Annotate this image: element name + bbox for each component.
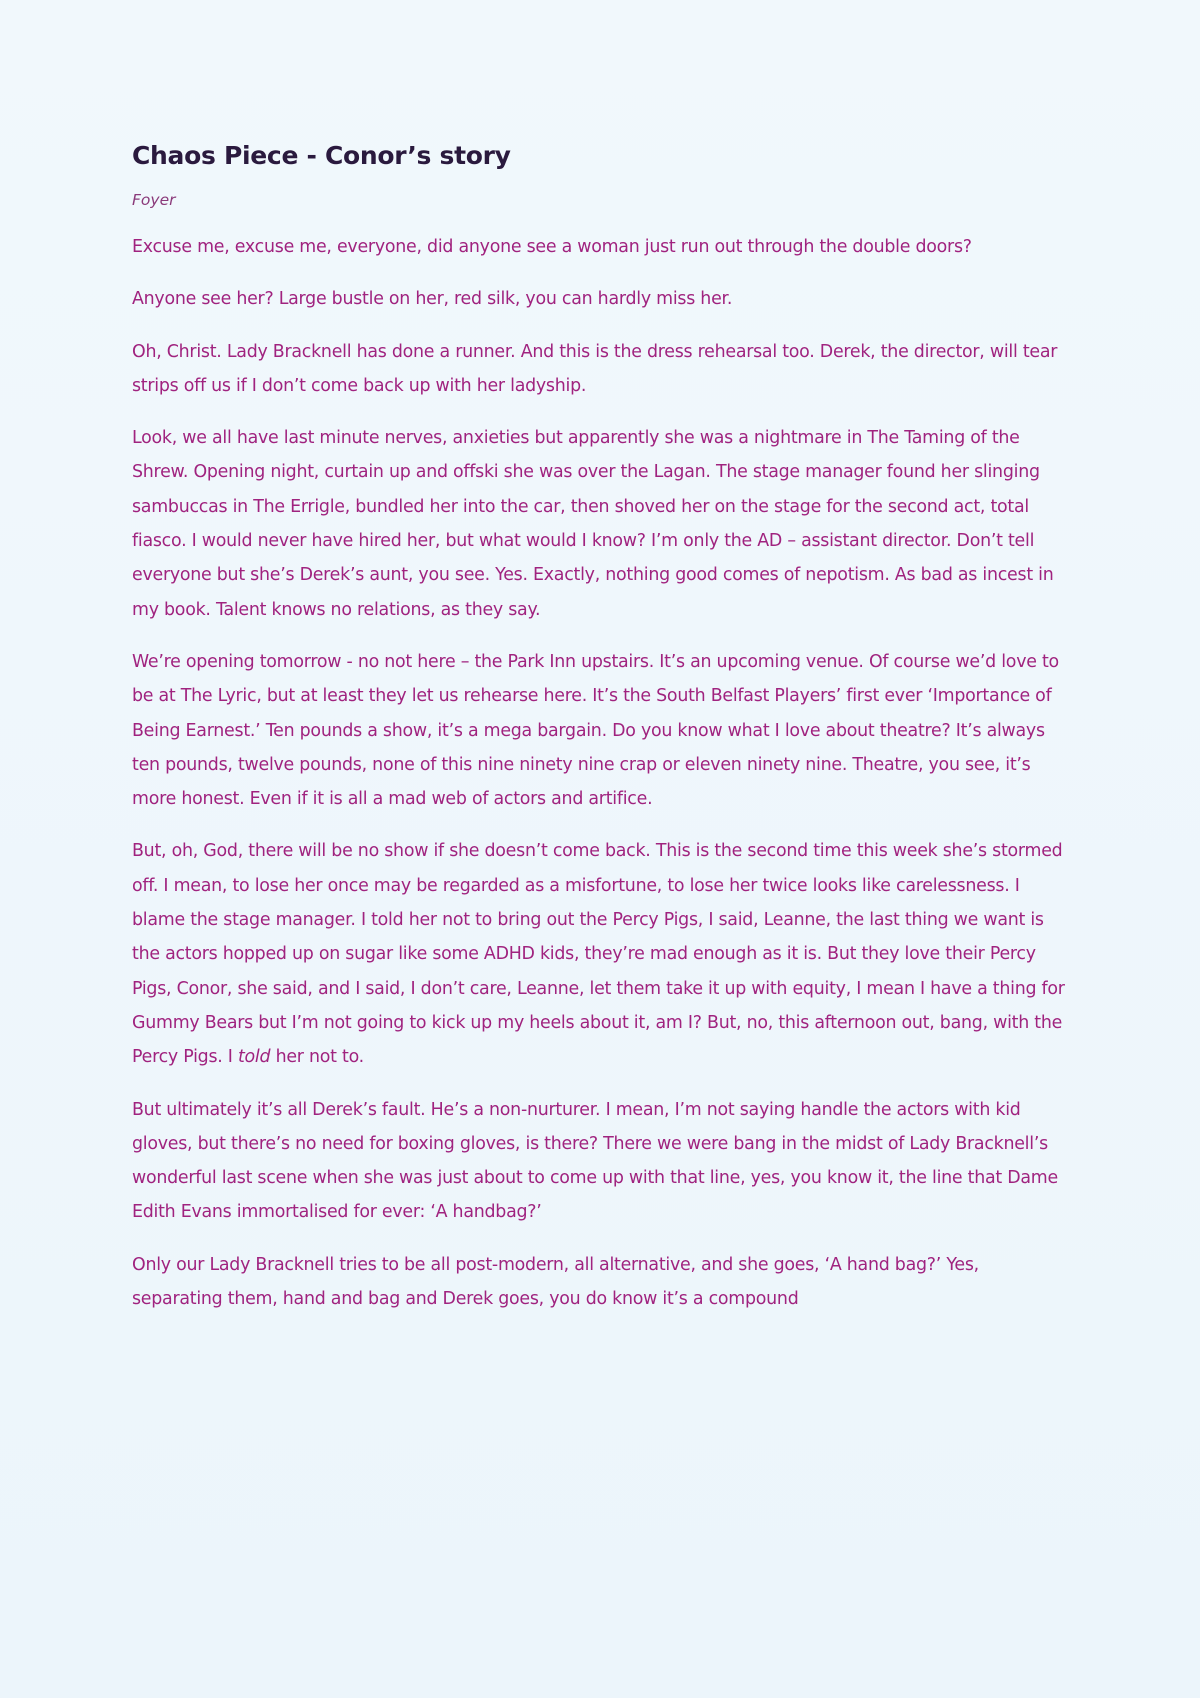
paragraph-5: We’re opening tomorrow - no not here – the Park Inn upstairs. It’s an upcoming venue. Of course we’d love to be at The Lyric, but at least they let us rehearse here. It’s the South Belfast Players’ first ever ‘Importance of Being Earnest.’ Ten pounds a show, it’s a mega bargain. Do you know what I love about theatre? It’s always ten pounds, twelve pounds, none of this nine ninety nine crap or eleven ninety nine. Theatre, you see, it’s more honest. Even if it is all a mad web of actors and artifice. [132,651,1059,810]
paragraph-6 [132,834,1070,1074]
stage-direction: Foyer [132,191,176,209]
paragraph-3: Oh, Christ. Lady Bracknell has done a runner. And this is the dress rehearsal too. Derek, the director, will tear strips off us if I don’t come back up with her ladyship. [132,341,1058,396]
paragraph-8: Only our Lady Bracknell tries to be all post-modern, all alternative, and she goes, ‘A hand bag?’ Yes, separating them, hand and bag and Derek goes, you do know it’s a compound [132,1254,979,1310]
paragraph-6-text: But, oh, God, there will be no show if she doesn’t come back. This is the second time this week she’s stormed off. I mean, to lose her once may be regarded as a misfortune, to lose her twice looks like carelessness. I blame the stage manager. I told her not to bring out the Percy Pigs, I said, Leanne, the last thing we want is the actors hopped up on sugar like some ADHD kids, they’re mad enough as it is. But they love their Percy Pigs, Conor, she said, and I said, I don’t care, Leanne, let them take it up with equity, I mean I have a thing for Gummy Bears but I’m not going to kick up my heels about it, am I? But, no, this afternoon out, bang, with the Percy Pigs. I [132,841,1065,1068]
paragraph-4: Look, we all have last minute nerves, anxieties but apparently she was a nightmare in The Taming of the Shrew. Opening night, curtain up and offski she was over the Lagan. The stage manager found her slinging sambuccas in The Errigle, bundled her into the car, then shoved her on the stage for the second act, total fiasco. I would never have hired her, but what would I know? I’m only the AD – assistant director. Don’t tell everyone but she’s Derek’s aunt, you see. Yes. Exactly, nothing good comes of nepotism. As bad as incest in my book. Talent knows no relations, as they say. [132,428,1054,620]
document-title: Chaos Piece - Conor’s story [132,141,511,170]
paragraph-2: Anyone see her? Large bustle on her, red silk, you can hardly miss her. [132,289,733,310]
emphasized-word: told [237,1047,271,1068]
paragraph-1: Excuse me, excuse me, everyone, did anyone see a woman just run out through the double doors? [132,237,972,257]
paragraph-7: But ultimately it’s all Derek’s fault. He’s a non-nurturer. I mean, I’m not saying handle the actors with kid gloves, but there’s no need for boxing gloves, is there? There we were bang in the midst of Lady Bracknell’s wonderful last scene when she was just about to come up with that line, yes, you know it, the line that Dame Edith Evans immortalised for ever: ‘A handbag?’ [132,1099,1058,1223]
paragraph-6-end: her not to. [270,1047,364,1068]
